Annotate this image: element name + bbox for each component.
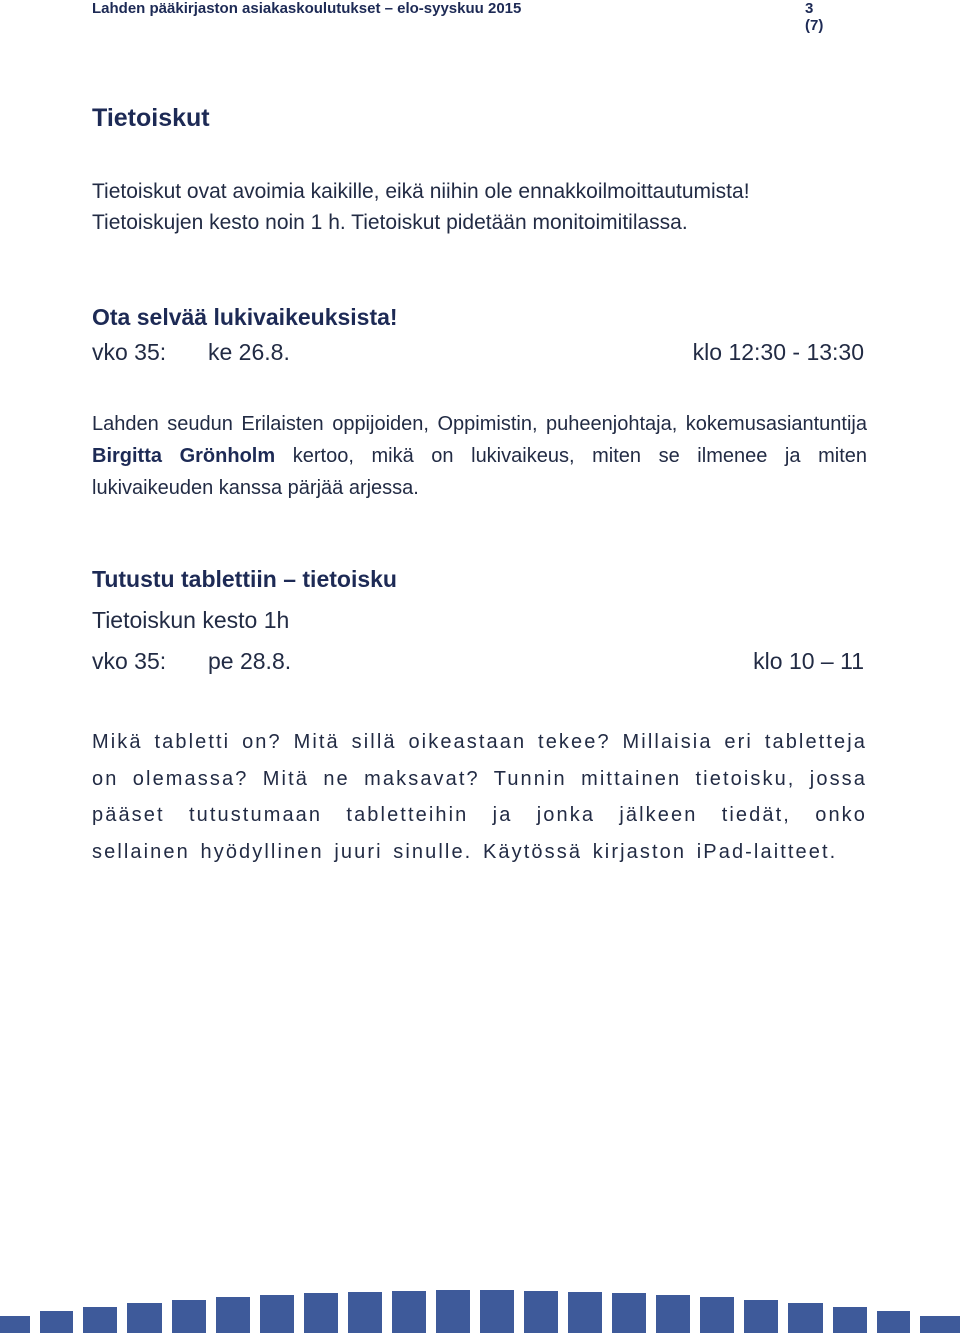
footer-bar (788, 1303, 823, 1333)
header-title: Lahden pääkirjaston asiakaskoulutukset – elo-syyskuu 2015 (92, 0, 522, 17)
section-subtitle-tabletti: Tietoiskun kesto 1h (92, 607, 290, 633)
schedule-row-tabletti (92, 648, 864, 678)
footer-bar (40, 1311, 73, 1333)
schedule-row-lukivaikeus (92, 339, 864, 369)
footer-decoration (0, 1273, 960, 1333)
body-text: Mikä tabletti on? Mitä sillä oikeastaan tekee? Millaisia eri tabletteja on olemassa? Mitä ne maksavat? Tunnin mittainen tietoisku, jossa pääset tutustumaan tabletteihin ja jonka jälkeen tiedät, onko sellainen hyödyllinen juuri sinulle. Käytössä kirjaston iPad-laitteet. (92, 731, 867, 863)
footer-bar (216, 1297, 250, 1333)
footer-bar (304, 1293, 338, 1333)
footer-bar (877, 1311, 910, 1333)
footer-bar (920, 1316, 960, 1333)
footer-bar (436, 1290, 470, 1333)
section-title-lukivaikeus: Ota selvää lukivaikeuksista! (92, 304, 398, 330)
footer-bar (744, 1300, 778, 1333)
footer-bar (480, 1290, 514, 1333)
section-body-lukivaikeus (92, 408, 867, 504)
footer-bar (568, 1292, 602, 1333)
page-heading: Tietoiskut (92, 104, 210, 132)
time-label: klo 12:30 - 13:30 (692, 339, 864, 365)
footer-bar (392, 1291, 426, 1333)
intro-line-2: Tietoiskujen kesto noin 1 h. Tietoiskut pidetään monitoimitilassa. (92, 211, 688, 234)
page-number: 3 (7) (805, 0, 824, 34)
footer-bar (0, 1316, 30, 1333)
body-text-before: Lahden seudun Erilaisten oppijoiden, Oppimistin, puheenjohtaja, kokemusasiantuntija (92, 413, 867, 435)
footer-bar (833, 1307, 867, 1333)
section-title-tabletti: Tutustu tablettiin – tietoisku (92, 566, 397, 592)
footer-bar (700, 1297, 734, 1333)
page-header (92, 0, 832, 34)
intro-text (92, 176, 872, 238)
section-body-tabletti (92, 724, 867, 870)
time-label: klo 10 – 11 (753, 648, 864, 674)
intro-line-1: Tietoiskut ovat avoimia kaikille, eikä niihin ole ennakkoilmoittautumista! (92, 180, 750, 203)
footer-bar (524, 1291, 558, 1333)
footer-bar (656, 1295, 690, 1333)
footer-bar (83, 1307, 117, 1333)
date-label: ke 26.8. (208, 339, 290, 365)
week-label: vko 35: (92, 339, 167, 365)
date-label: pe 28.8. (208, 648, 292, 674)
week-label: vko 35: (92, 648, 167, 674)
footer-bar (172, 1300, 206, 1333)
body-text-after: kertoo, mikä on lukivaikeus, miten se ilmenee ja miten lukivaikeuden kanssa pärjää arjessa. (92, 445, 867, 499)
footer-bar (348, 1292, 382, 1333)
footer-bar (612, 1293, 646, 1333)
speaker-name: Birgitta Grönholm (92, 445, 276, 467)
footer-bar (127, 1303, 162, 1333)
footer-bar (260, 1295, 294, 1333)
